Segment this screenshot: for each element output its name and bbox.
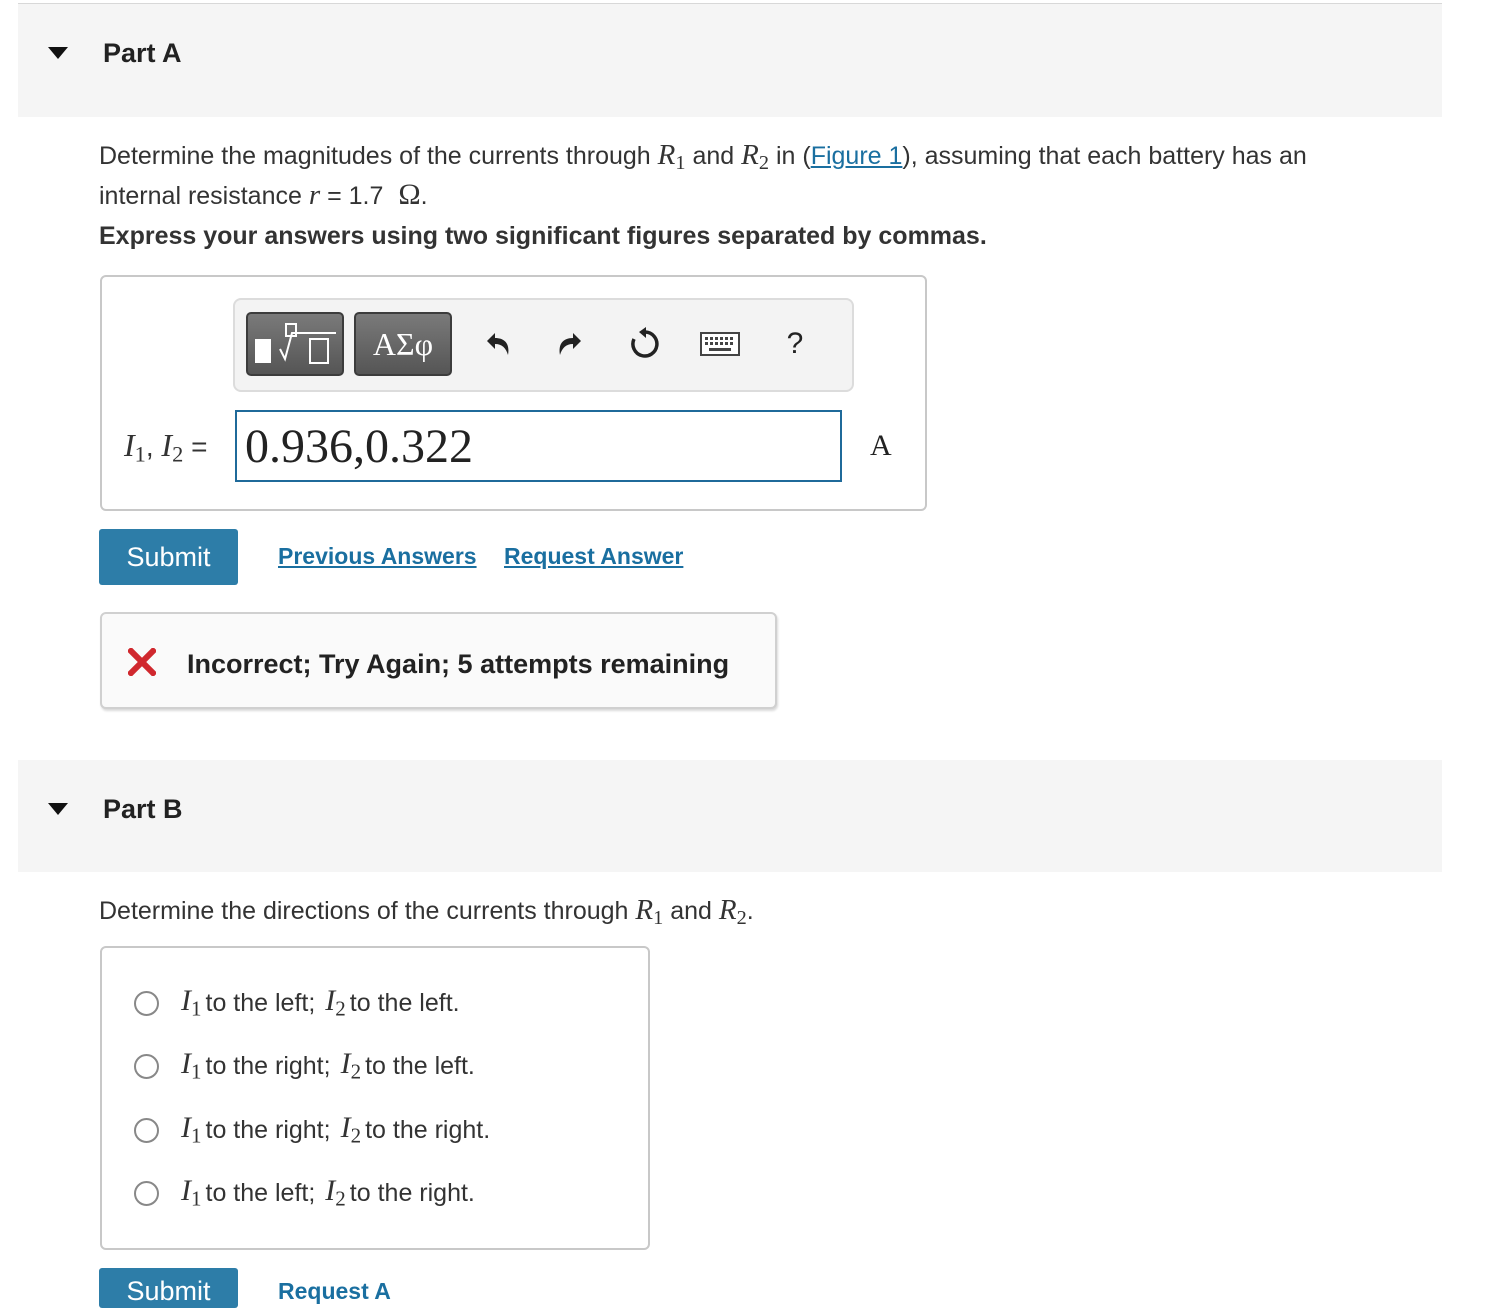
answer-label: $I_1$, $I_2$ = <box>124 427 208 467</box>
incorrect-x-icon <box>128 648 156 676</box>
answer-box <box>100 275 927 511</box>
r1-symbol: $R_1$ <box>657 139 686 175</box>
r2-symbol: $R_2$ <box>718 894 747 930</box>
part-a-header[interactable] <box>18 4 1442 117</box>
instruction-text: Express your answers using two significant figures separated by commas. <box>99 222 987 250</box>
answer-input[interactable]: 0.936,0.322 <box>235 410 842 482</box>
reset-icon[interactable] <box>625 324 665 364</box>
part-b-request-answer-link[interactable]: Request A <box>278 1278 391 1304</box>
submit-button[interactable]: Submit <box>99 529 238 585</box>
choice-option[interactable]: $I_1$ to the left; $I_2$ to the left. <box>134 983 470 1023</box>
answer-unit: A <box>870 429 892 462</box>
radio-button[interactable] <box>134 1118 159 1143</box>
request-answer-link[interactable]: Request Answer <box>504 543 684 569</box>
choice-option[interactable]: $I_1$ to the left; $I_2$ to the right. <box>134 1173 485 1213</box>
feedback-box <box>100 612 777 709</box>
r1-symbol: $R_1$ <box>635 894 664 930</box>
choices-box <box>100 946 650 1250</box>
feedback-message: Incorrect; Try Again; 5 attempts remaining <box>187 649 730 679</box>
choice-option[interactable]: $I_1$ to the right; $I_2$ to the right. <box>134 1110 500 1150</box>
radio-button[interactable] <box>134 1181 159 1206</box>
choice-option[interactable]: $I_1$ to the right; $I_2$ to the left. <box>134 1046 485 1086</box>
r-symbol: r <box>308 179 321 212</box>
ohm-symbol: Ω <box>398 178 421 212</box>
part-a-prompt: Determine the magnitudes of the currents through $R_1$ and $R_2$ in (Figure 1), assuming that each battery has an internal resistance r = 1.7 Ω. <box>99 139 1307 212</box>
greek-symbols-button[interactable]: ΑΣφ <box>354 312 452 376</box>
part-b-prompt: Determine the directions of the currents through $R_1$ and $R_2$. <box>99 894 754 930</box>
part-b-header[interactable] <box>18 760 1442 872</box>
radio-button[interactable] <box>134 1054 159 1079</box>
radio-button[interactable] <box>134 991 159 1016</box>
part-b-title: Part B <box>103 794 183 824</box>
collapse-triangle-icon[interactable] <box>48 803 68 815</box>
math-toolbar <box>233 298 854 392</box>
undo-icon[interactable] <box>477 324 517 364</box>
templates-icon <box>252 321 338 367</box>
part-b-submit-button[interactable]: Submit <box>99 1268 238 1308</box>
redo-icon[interactable] <box>551 324 591 364</box>
keyboard-icon[interactable] <box>700 324 740 364</box>
r2-symbol: $R_2$ <box>741 139 769 175</box>
part-a-title: Part A <box>103 38 182 68</box>
previous-answers-link[interactable]: Previous Answers <box>278 543 477 569</box>
templates-button[interactable] <box>246 312 344 376</box>
collapse-triangle-icon[interactable] <box>48 47 68 59</box>
help-button[interactable]: ? <box>786 327 804 360</box>
figure-link[interactable]: Figure 1 <box>810 142 903 170</box>
